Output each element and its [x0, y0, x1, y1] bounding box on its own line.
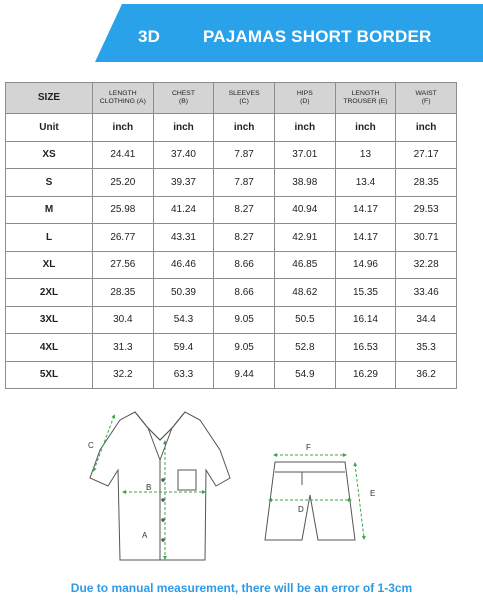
table-cell: 16.53 [335, 334, 396, 362]
table-cell: 8.27 [214, 196, 275, 224]
table-cell: L [6, 224, 93, 252]
banner-title: PAJAMAS SHORT BORDER [203, 27, 432, 46]
table-cell: S [6, 169, 93, 197]
table-cell: inch [93, 114, 154, 142]
table-cell: 50.39 [153, 279, 214, 307]
table-cell: 9.05 [214, 334, 275, 362]
header-chest: CHEST (B) [153, 83, 214, 114]
table-cell: 34.4 [396, 306, 457, 334]
table-cell: 38.98 [274, 169, 335, 197]
table-cell: 52.8 [274, 334, 335, 362]
table-cell: 54.3 [153, 306, 214, 334]
table-row [6, 141, 457, 169]
measurement-diagram [80, 400, 400, 570]
table-cell: 27.56 [93, 251, 154, 279]
table-cell: 32.28 [396, 251, 457, 279]
table-cell: 2XL [6, 279, 93, 307]
table-cell: inch [214, 114, 275, 142]
label-f: F [306, 443, 311, 452]
header-length-clothing: LENGTH CLOTHING (A) [93, 83, 154, 114]
table-cell: 26.77 [93, 224, 154, 252]
label-d: D [298, 505, 304, 514]
table-row [6, 279, 457, 307]
table-cell: 15.35 [335, 279, 396, 307]
table-cell: 30.71 [396, 224, 457, 252]
table-row [6, 196, 457, 224]
table-cell: Unit [6, 114, 93, 142]
table-row [6, 224, 457, 252]
table-cell: 54.9 [274, 361, 335, 389]
table-cell: 46.46 [153, 251, 214, 279]
table-cell: 14.17 [335, 224, 396, 252]
table-cell: 8.27 [214, 224, 275, 252]
table-cell: inch [396, 114, 457, 142]
table-cell: 7.87 [214, 141, 275, 169]
table-cell: 27.17 [396, 141, 457, 169]
table-cell: 5XL [6, 361, 93, 389]
table-cell: 33.46 [396, 279, 457, 307]
table-cell: 50.5 [274, 306, 335, 334]
table-cell: 37.40 [153, 141, 214, 169]
header-waist: WAIST (F) [396, 83, 457, 114]
table-cell: M [6, 196, 93, 224]
label-a: A [142, 531, 148, 540]
table-cell: inch [335, 114, 396, 142]
table-cell: 31.3 [93, 334, 154, 362]
header-size: SIZE [6, 83, 93, 114]
table-cell: 9.44 [214, 361, 275, 389]
table-cell: 16.14 [335, 306, 396, 334]
table-cell: 16.29 [335, 361, 396, 389]
table-row [6, 361, 457, 389]
table-cell: inch [153, 114, 214, 142]
table-cell: 25.20 [93, 169, 154, 197]
footer-note: Due to manual measurement, there will be an error of 1-3cm [70, 581, 413, 595]
label-c: C [88, 441, 94, 450]
table-cell: XS [6, 141, 93, 169]
table-cell: 28.35 [396, 169, 457, 197]
header-banner [0, 0, 483, 70]
table-cell: 14.17 [335, 196, 396, 224]
table-row [6, 169, 457, 197]
table-cell: 30.4 [93, 306, 154, 334]
label-e: E [370, 489, 376, 498]
table-row [6, 114, 457, 142]
header-hips: HIPS (D) [274, 83, 335, 114]
table-cell: 43.31 [153, 224, 214, 252]
table-cell: 35.3 [396, 334, 457, 362]
table-cell: 37.01 [274, 141, 335, 169]
table-cell: 8.66 [214, 279, 275, 307]
banner-prefix: 3D [138, 27, 161, 46]
table-cell: 13 [335, 141, 396, 169]
label-b: B [146, 483, 152, 492]
table-cell: 48.62 [274, 279, 335, 307]
table-row [6, 306, 457, 334]
size-chart-table [5, 82, 457, 389]
table-cell: 40.94 [274, 196, 335, 224]
table-row [6, 334, 457, 362]
table-cell: inch [274, 114, 335, 142]
table-cell: 46.85 [274, 251, 335, 279]
header-length-trouser: LENGTH TROUSER (E) [335, 83, 396, 114]
table-cell: 36.2 [396, 361, 457, 389]
table-cell: 3XL [6, 306, 93, 334]
table-cell: 13.4 [335, 169, 396, 197]
table-cell: 8.66 [214, 251, 275, 279]
table-cell: 63.3 [153, 361, 214, 389]
table-cell: 25.98 [93, 196, 154, 224]
table-cell: 41.24 [153, 196, 214, 224]
table-cell: 9.05 [214, 306, 275, 334]
table-cell: 39.37 [153, 169, 214, 197]
table-cell: 29.53 [396, 196, 457, 224]
table-cell: 42.91 [274, 224, 335, 252]
table-cell: 28.35 [93, 279, 154, 307]
shirt-illustration [90, 412, 230, 560]
table-header-row [6, 83, 457, 114]
table-row [6, 251, 457, 279]
shorts-illustration [265, 462, 355, 540]
table-cell: 4XL [6, 334, 93, 362]
table-cell: XL [6, 251, 93, 279]
table-cell: 24.41 [93, 141, 154, 169]
table-cell: 14.96 [335, 251, 396, 279]
header-sleeves: SLEEVES (C) [214, 83, 275, 114]
table-cell: 7.87 [214, 169, 275, 197]
table-cell: 59.4 [153, 334, 214, 362]
table-cell: 32.2 [93, 361, 154, 389]
